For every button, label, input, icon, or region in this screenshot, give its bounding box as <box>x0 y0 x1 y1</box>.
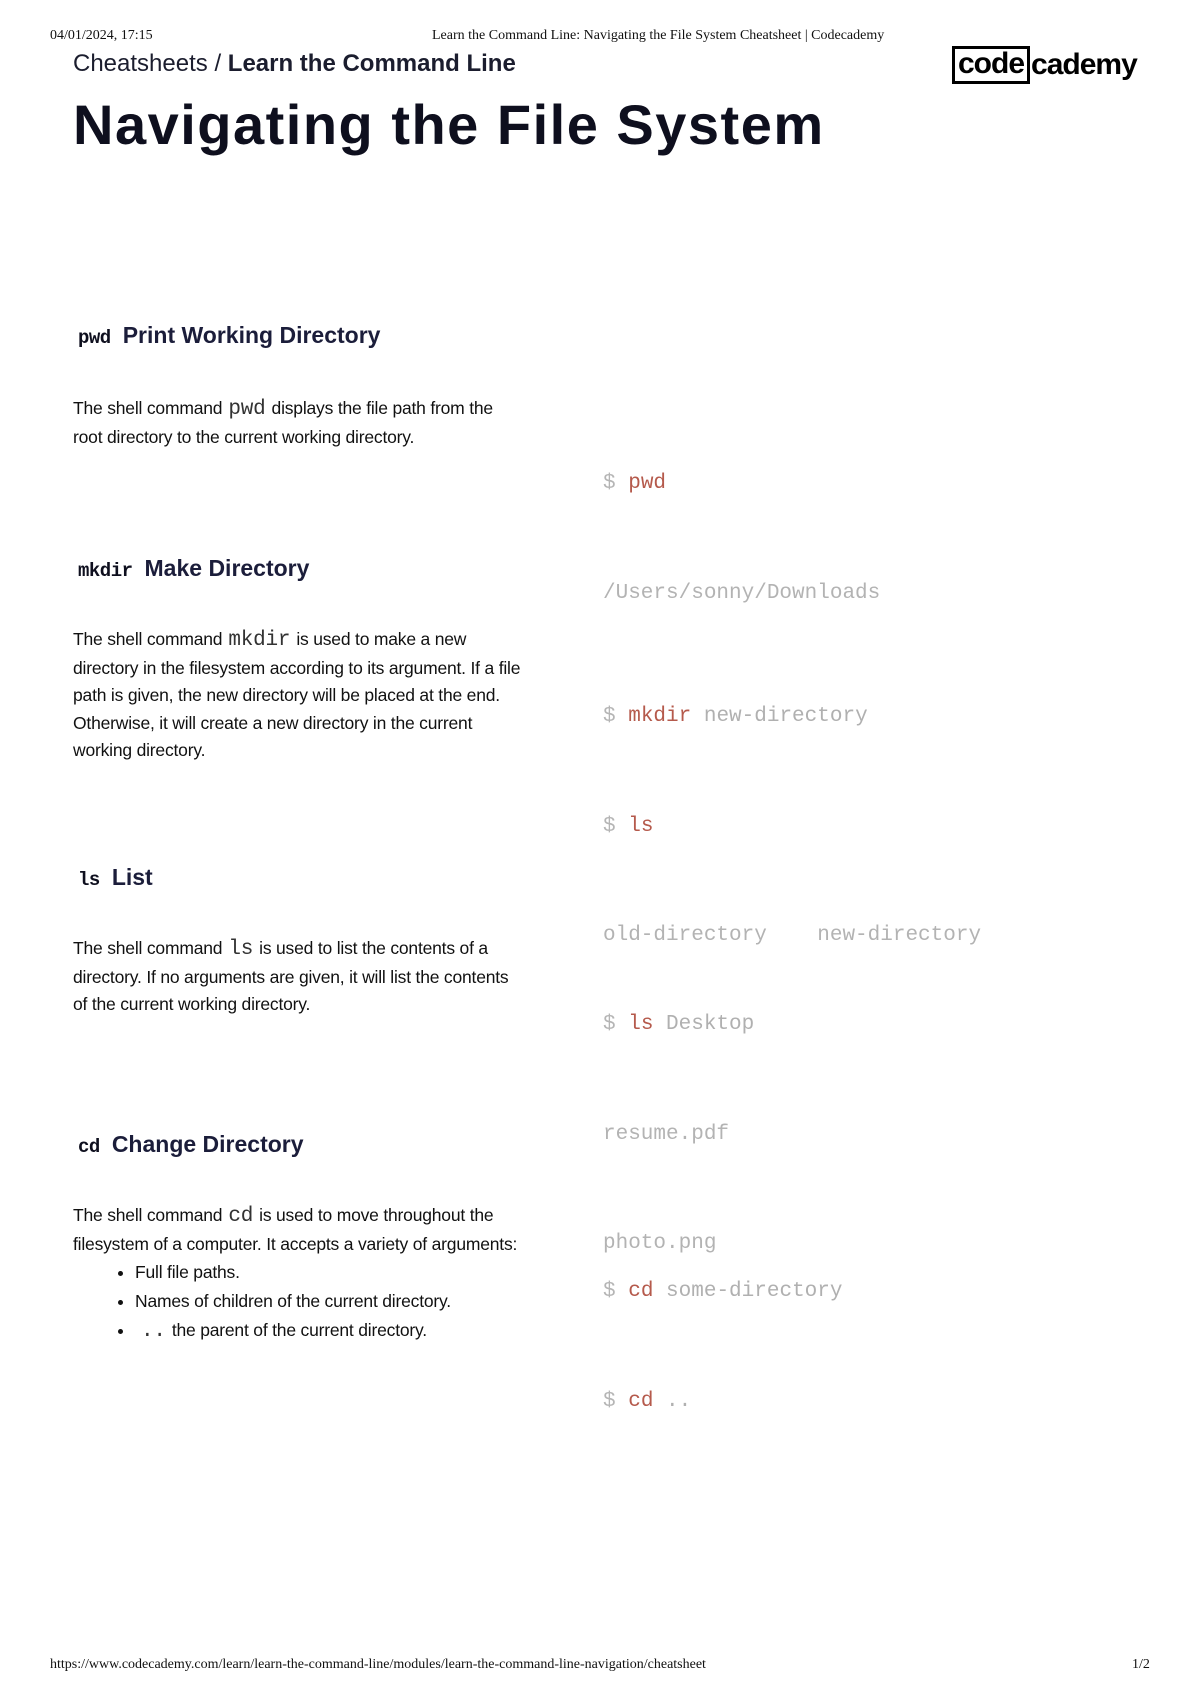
inline-code: mkdir <box>228 629 291 652</box>
desc-text: displays the file path from the root directory to the current working directory. <box>73 398 493 447</box>
code-line <box>603 809 981 846</box>
section-command: pwd <box>78 327 111 349</box>
code-line <box>603 1007 754 1044</box>
code-command: ls <box>628 814 654 838</box>
prompt-symbol: $ <box>603 814 616 838</box>
desc-text: The shell command <box>73 1205 223 1225</box>
logo-rest-text: cademy <box>1031 48 1137 81</box>
desc-text: The shell command <box>73 938 223 958</box>
section-title: List <box>111 864 153 890</box>
prompt-symbol: $ <box>603 1013 616 1036</box>
code-command: mkdir <box>628 705 692 728</box>
code-argument: some-directory <box>666 1280 843 1303</box>
breadcrumb-current-link[interactable]: Learn the Command Line <box>227 50 516 77</box>
code-argument: .. <box>666 1389 692 1413</box>
print-url: https://www.codecademy.com/learn/learn-the-command-line/modules/learn-the-command-line-navigation/cheatsheet <box>50 1657 706 1672</box>
code-example-cd <box>603 1201 842 1457</box>
section-command: mkdir <box>78 560 133 582</box>
prompt-symbol: $ <box>603 472 616 495</box>
section-description-pwd <box>73 395 523 451</box>
inline-code: cd <box>228 1205 254 1228</box>
section-heading-mkdir <box>78 555 309 582</box>
argument-list <box>73 1258 523 1346</box>
prompt-symbol: $ <box>603 705 616 728</box>
code-argument: new-directory <box>703 705 868 728</box>
code-output: photo.png <box>603 1232 717 1255</box>
page-title: Navigating the File System <box>73 93 825 156</box>
print-page-number: 1/2 <box>1132 1657 1150 1672</box>
section-title: Change Directory <box>111 1131 304 1157</box>
code-line <box>603 466 880 503</box>
code-line <box>603 1274 842 1311</box>
code-example-pwd <box>603 393 880 649</box>
desc-text: is used to make a new directory in the filesystem according to its argument. If a file path is given, the new directory will be placed at the end. Otherwise, it will create a new directory in the current working directory. <box>73 629 521 760</box>
inline-code: .. <box>141 1320 166 1343</box>
codecademy-logo[interactable] <box>952 46 1137 84</box>
desc-text: is used to move throughout the filesystem of a computer. It accepts a variety of arguments: <box>73 1205 518 1254</box>
breadcrumb-root-link[interactable]: Cheatsheets <box>73 50 208 77</box>
inline-code: ls <box>228 938 254 961</box>
inline-code: pwd <box>228 398 266 421</box>
code-command: pwd <box>628 472 667 495</box>
desc-text: The shell command <box>73 398 223 418</box>
section-heading-pwd <box>78 322 380 349</box>
prompt-symbol: $ <box>603 1280 616 1303</box>
section-command: ls <box>78 869 100 891</box>
list-item <box>135 1316 523 1346</box>
code-output: resume.pdf <box>603 1122 730 1146</box>
section-description-mkdir <box>73 626 523 765</box>
code-output: old-directory new-directory <box>603 924 982 947</box>
list-item: • Full file paths. <box>135 1258 523 1287</box>
code-line <box>603 699 981 736</box>
desc-text: is used to list the contents of a directory. If no arguments are given, it will list the contents of the current working directory. <box>73 938 509 1014</box>
breadcrumb <box>73 50 516 78</box>
breadcrumb-separator: / <box>214 50 222 77</box>
print-datetime: 04/01/2024, 17:15 <box>50 28 153 43</box>
code-output: /Users/sonny/Downloads <box>603 581 881 605</box>
code-command: cd <box>628 1389 654 1413</box>
code-command: cd <box>628 1280 654 1303</box>
logo-box-text: code <box>952 46 1030 84</box>
section-heading-ls <box>78 864 153 891</box>
section-title: Print Working Directory <box>122 322 381 348</box>
section-command: cd <box>78 1136 100 1158</box>
section-description-ls <box>73 935 523 1019</box>
print-page-title: Learn the Command Line: Navigating the File System Cheatsheet | Codecademy <box>432 28 885 43</box>
code-command: ls <box>628 1013 654 1036</box>
prompt-symbol: $ <box>603 1389 616 1413</box>
desc-text: The shell command <box>73 629 223 649</box>
section-title: Make Directory <box>144 555 310 581</box>
list-item: • Names of children of the current directory. <box>135 1287 523 1316</box>
code-argument: Desktop <box>666 1013 755 1036</box>
section-heading-cd <box>78 1131 304 1158</box>
list-item-text: the parent of the current directory. <box>171 1320 427 1340</box>
section-description-cd <box>73 1202 523 1346</box>
code-line <box>603 1384 842 1421</box>
